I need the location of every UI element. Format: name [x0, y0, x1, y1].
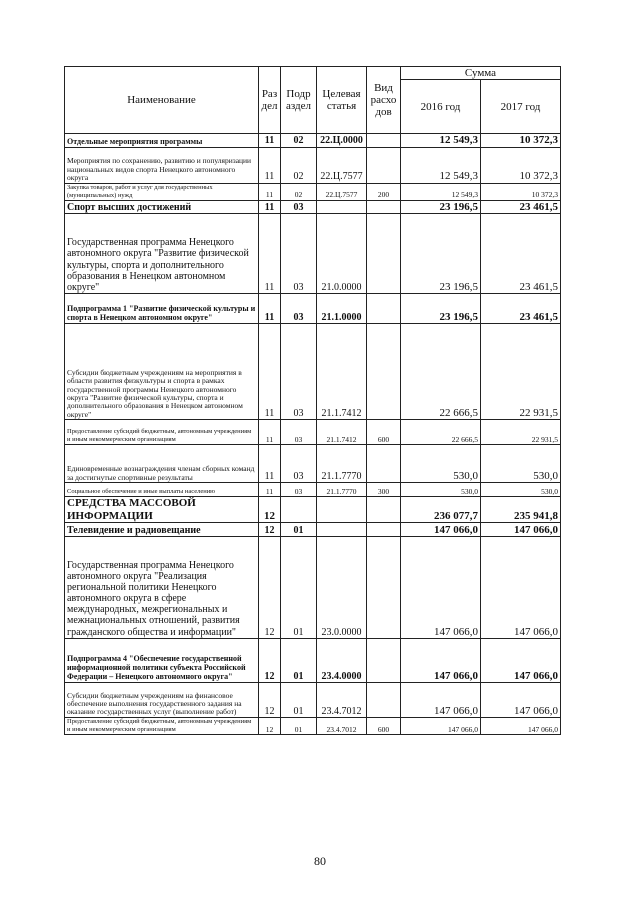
- header-podrazdel: Подр аздел: [281, 67, 317, 134]
- cell-2017: 10 372,3: [481, 147, 561, 183]
- cell-razdel: 11: [259, 483, 281, 497]
- cell-razdel: 11: [259, 200, 281, 213]
- table-row: [65, 638, 561, 682]
- table-row: [65, 682, 561, 717]
- cell-2016: 530,0: [401, 483, 481, 497]
- cell-2016: 23 196,5: [401, 200, 481, 213]
- cell-2016: 147 066,0: [401, 522, 481, 536]
- cell-2016: 147 066,0: [401, 682, 481, 717]
- budget-table: [64, 66, 561, 735]
- cell-podrazdel: 02: [281, 183, 317, 200]
- cell-razdel: 11: [259, 294, 281, 324]
- cell-vid: 200: [367, 183, 401, 200]
- cell-2017: 22 931,5: [481, 324, 561, 420]
- cell-vid: [367, 497, 401, 523]
- cell-vid: [367, 682, 401, 717]
- cell-name: Телевидение и радиовещание: [65, 522, 259, 536]
- cell-2017: 23 461,5: [481, 294, 561, 324]
- cell-name: Подпрограмма 4 "Обеспечение государственной информационной политики субъекта Российской Федерации – Ненецкого автономного округа": [65, 638, 259, 682]
- table-row: [65, 717, 561, 734]
- cell-vid: [367, 200, 401, 213]
- cell-2017: 147 066,0: [481, 522, 561, 536]
- cell-podrazdel: 03: [281, 445, 317, 483]
- cell-vid: [367, 214, 401, 294]
- cell-2017: 530,0: [481, 445, 561, 483]
- cell-name: Государственная программа Ненецкого автономного округа "Развитие физической культуры, спорта и дополнительного образования в Ненецком автономном округе": [65, 214, 259, 294]
- cell-vid: [367, 134, 401, 147]
- cell-razdel: 12: [259, 682, 281, 717]
- cell-name: Социальное обеспечение и иные выплаты населению: [65, 483, 259, 497]
- cell-2016: 22 666,5: [401, 420, 481, 445]
- cell-target: 21.1.7412: [317, 420, 367, 445]
- table-row: [65, 147, 561, 183]
- cell-podrazdel: 02: [281, 147, 317, 183]
- table-row: [65, 294, 561, 324]
- cell-podrazdel: 03: [281, 214, 317, 294]
- table-row: [65, 200, 561, 213]
- cell-podrazdel: 01: [281, 717, 317, 734]
- table-row: [65, 497, 561, 523]
- cell-target: 21.1.7770: [317, 483, 367, 497]
- header-2016: 2016 год: [401, 80, 481, 134]
- table-row: [65, 324, 561, 420]
- table-row: [65, 134, 561, 147]
- cell-name: Мероприятия по сохранению, развитию и популяризации национальных видов спорта Ненецкого автономного округа: [65, 147, 259, 183]
- cell-podrazdel: 01: [281, 536, 317, 638]
- cell-name: Спорт высших достижений: [65, 200, 259, 213]
- cell-podrazdel: 01: [281, 638, 317, 682]
- cell-2016: 12 549,3: [401, 147, 481, 183]
- cell-target: 22.Ц.0000: [317, 134, 367, 147]
- cell-target: [317, 522, 367, 536]
- table-row: [65, 214, 561, 294]
- cell-2016: 147 066,0: [401, 638, 481, 682]
- cell-target: 21.1.0000: [317, 294, 367, 324]
- cell-razdel: 12: [259, 638, 281, 682]
- cell-name: Подпрограмма 1 "Развитие физической культуры и спорта в Ненецком автономном округе": [65, 294, 259, 324]
- header-name: Наименование: [65, 67, 259, 134]
- cell-2016: 147 066,0: [401, 536, 481, 638]
- cell-2016: 236 077,7: [401, 497, 481, 523]
- cell-vid: [367, 445, 401, 483]
- cell-2017: 10 372,3: [481, 183, 561, 200]
- cell-razdel: 11: [259, 183, 281, 200]
- cell-2017: 147 066,0: [481, 536, 561, 638]
- cell-2016: 23 196,5: [401, 294, 481, 324]
- cell-razdel: 12: [259, 717, 281, 734]
- cell-2017: 530,0: [481, 483, 561, 497]
- cell-2017: 23 461,5: [481, 214, 561, 294]
- cell-name: Предоставление субсидий бюджетным, автономным учреждениям и иным некоммерческим организациям: [65, 420, 259, 445]
- cell-2016: 23 196,5: [401, 214, 481, 294]
- cell-target: 23.4.7012: [317, 682, 367, 717]
- cell-name: Отдельные мероприятия программы: [65, 134, 259, 147]
- cell-vid: [367, 324, 401, 420]
- cell-target: 22.Ц.7577: [317, 147, 367, 183]
- cell-vid: [367, 147, 401, 183]
- cell-2017: 235 941,8: [481, 497, 561, 523]
- table-row: [65, 483, 561, 497]
- cell-vid: [367, 294, 401, 324]
- table-row: [65, 183, 561, 200]
- header-vid: Вид расхо дов: [367, 67, 401, 134]
- cell-razdel: 11: [259, 445, 281, 483]
- cell-target: 21.0.0000: [317, 214, 367, 294]
- cell-podrazdel: 03: [281, 200, 317, 213]
- page-number: 80: [314, 854, 326, 868]
- cell-podrazdel: [281, 497, 317, 523]
- cell-razdel: 12: [259, 522, 281, 536]
- cell-razdel: 11: [259, 134, 281, 147]
- table-row: [65, 420, 561, 445]
- table-body: [65, 134, 561, 735]
- cell-name: Единовременные вознаграждения членам сборных команд за достигнутые спортивные результаты: [65, 445, 259, 483]
- cell-podrazdel: 03: [281, 420, 317, 445]
- cell-2017: 22 931,5: [481, 420, 561, 445]
- cell-name: СРЕДСТВА МАССОВОЙ ИНФОРМАЦИИ: [65, 497, 259, 523]
- cell-vid: [367, 522, 401, 536]
- cell-2017: 10 372,3: [481, 134, 561, 147]
- table-row: [65, 522, 561, 536]
- cell-vid: 600: [367, 717, 401, 734]
- cell-podrazdel: 03: [281, 483, 317, 497]
- cell-name: Закупка товаров, работ и услуг для государственных (муниципальных) нужд: [65, 183, 259, 200]
- cell-2016: 22 666,5: [401, 324, 481, 420]
- cell-target: 23.4.7012: [317, 717, 367, 734]
- cell-target: 23.0.0000: [317, 536, 367, 638]
- cell-vid: [367, 638, 401, 682]
- cell-name: Субсидии бюджетным учреждениям на финансовое обеспечение выполнения государственного задания на оказание государственных услуг (выполнение работ): [65, 682, 259, 717]
- cell-2017: 147 066,0: [481, 717, 561, 734]
- cell-2016: 147 066,0: [401, 717, 481, 734]
- cell-name: Государственная программа Ненецкого автономного округа "Реализация региональной политики Ненецкого автономного округа в сфере международных, межрегиональных и межнациональных отношений, развития гражданского общества и информации": [65, 536, 259, 638]
- header-summa: Сумма: [401, 67, 561, 80]
- cell-razdel: 12: [259, 497, 281, 523]
- cell-2016: 12 549,3: [401, 183, 481, 200]
- cell-vid: [367, 536, 401, 638]
- cell-target: 21.1.7412: [317, 324, 367, 420]
- cell-target: 22.Ц.7577: [317, 183, 367, 200]
- header-2017: 2017 год: [481, 80, 561, 134]
- cell-target: 23.4.0000: [317, 638, 367, 682]
- cell-razdel: 11: [259, 420, 281, 445]
- cell-podrazdel: 03: [281, 294, 317, 324]
- cell-2017: 23 461,5: [481, 200, 561, 213]
- cell-razdel: 12: [259, 536, 281, 638]
- cell-podrazdel: 01: [281, 682, 317, 717]
- header-target: Целевая статья: [317, 67, 367, 134]
- cell-name: Предоставление субсидий бюджетным, автономным учреждениям и иным некоммерческим организациям: [65, 717, 259, 734]
- cell-vid: 600: [367, 420, 401, 445]
- cell-2016: 12 549,3: [401, 134, 481, 147]
- cell-target: 21.1.7770: [317, 445, 367, 483]
- cell-podrazdel: 03: [281, 324, 317, 420]
- cell-target: [317, 497, 367, 523]
- cell-razdel: 11: [259, 147, 281, 183]
- cell-podrazdel: 02: [281, 134, 317, 147]
- cell-razdel: 11: [259, 324, 281, 420]
- cell-vid: 300: [367, 483, 401, 497]
- table-row: [65, 536, 561, 638]
- cell-name: Субсидии бюджетным учреждениям на мероприятия в области развития физкультуры и спорта в рамках государственной программы Ненецкого автономного округа "Развитие физической культуры, спорта и дополнительного образования в Ненецком автономном округе": [65, 324, 259, 420]
- cell-2017: 147 066,0: [481, 638, 561, 682]
- cell-razdel: 11: [259, 214, 281, 294]
- header-razdel: Раз дел: [259, 67, 281, 134]
- cell-2016: 530,0: [401, 445, 481, 483]
- table-row: [65, 445, 561, 483]
- cell-target: [317, 200, 367, 213]
- cell-2017: 147 066,0: [481, 682, 561, 717]
- cell-podrazdel: 01: [281, 522, 317, 536]
